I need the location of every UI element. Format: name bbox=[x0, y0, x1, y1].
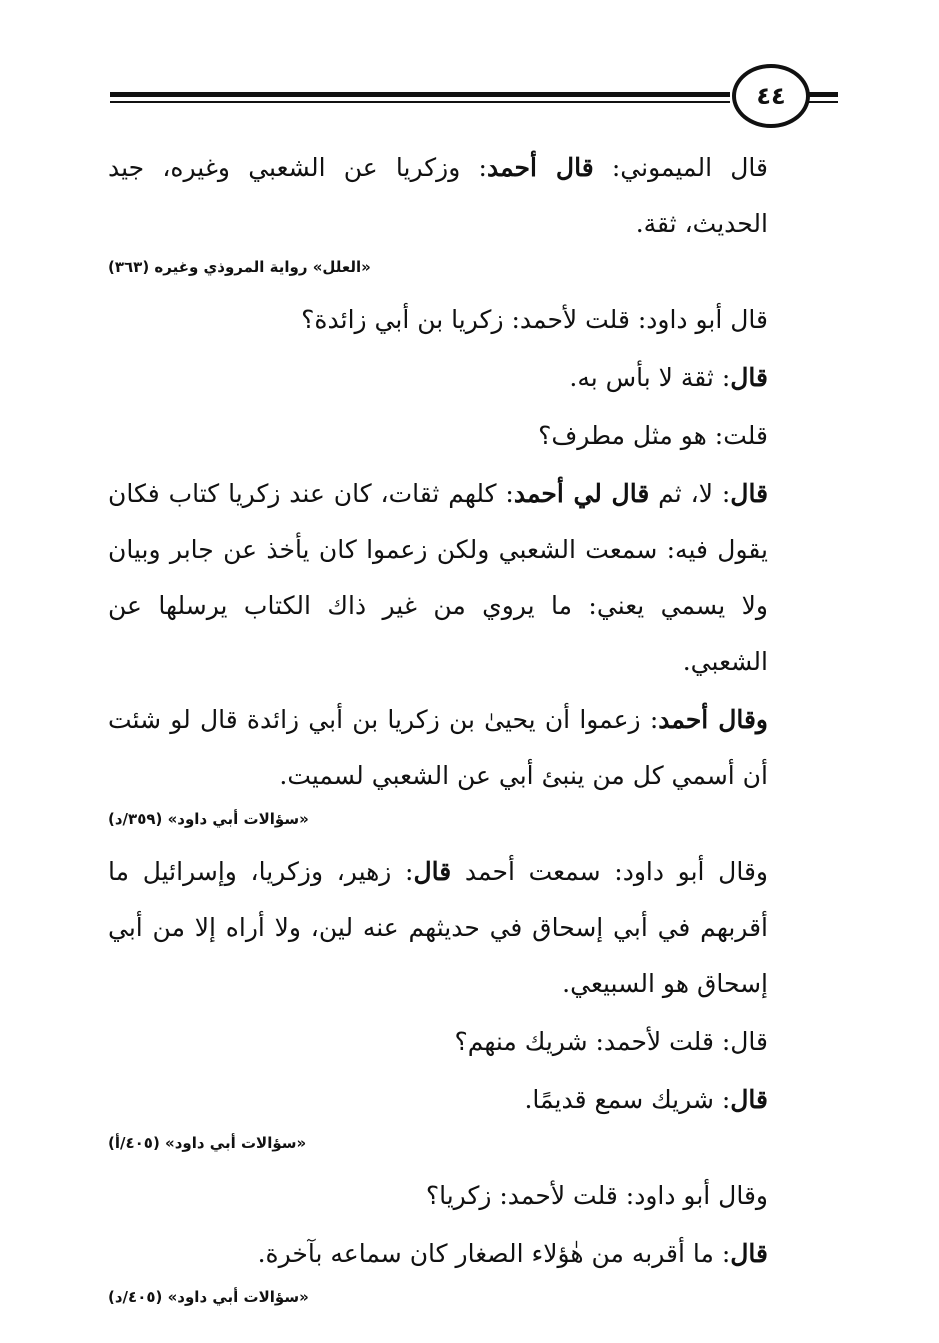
source-citation: «سؤالات أبي داود» (٤٠٥/أ) bbox=[108, 1134, 307, 1152]
bold-run: قال bbox=[730, 1239, 768, 1268]
paragraph bbox=[108, 1072, 838, 1128]
text-run: : زعموا أن يحيىٰ بن زكريا بن أبي زائدة قال لو شئت أن أسمي كل من ينبئ أبي عن الشعبي لسميت. bbox=[108, 705, 768, 790]
paragraph bbox=[108, 844, 838, 1012]
bold-run: قال bbox=[730, 479, 769, 508]
paragraph bbox=[108, 1014, 838, 1070]
bold-run: قال لي أحمد bbox=[513, 479, 650, 508]
paragraph bbox=[108, 408, 838, 464]
bold-run: قال bbox=[730, 1085, 768, 1114]
text-run: قال: قلت لأحمد: شريك منهم؟ bbox=[454, 1027, 768, 1056]
page-body bbox=[108, 140, 838, 1322]
page-number: ٤٤ bbox=[732, 64, 810, 128]
header-rule-thick bbox=[110, 92, 730, 97]
text-run: وقال أبو داود: قلت لأحمد: زكريا؟ bbox=[425, 1181, 768, 1210]
paragraph bbox=[108, 1168, 838, 1224]
source-citation: «سؤالات أبي داود» (٣٥٩/د) bbox=[108, 810, 309, 828]
header-rule-thin bbox=[110, 101, 730, 103]
text-run: : لا، ثم bbox=[649, 479, 731, 508]
text-run: قلت: هو مثل مطرف؟ bbox=[538, 421, 768, 450]
source-citation: «العلل» رواية المروذي وغيره (٣٦٣) bbox=[108, 258, 371, 276]
paragraph bbox=[108, 140, 838, 252]
bold-run: وقال أحمد bbox=[658, 705, 769, 734]
paragraph bbox=[108, 466, 838, 690]
text-run: قال الميموني: bbox=[593, 153, 768, 182]
paragraph bbox=[108, 692, 838, 804]
bold-run: قال أحمد bbox=[486, 153, 594, 182]
text-run: : زهير، وزكريا، وإسرائيل ما أقربهم في أبي إسحاق في حديثهم عنه لين، ولا أراه إلا من أبي إسحاق هو السبيعي. bbox=[108, 857, 768, 998]
text-run: : ما أقربه من هٰؤلاء الصغار كان سماعه بآخرة. bbox=[257, 1239, 731, 1268]
header-rule-right-thin bbox=[808, 101, 838, 103]
paragraph bbox=[108, 1226, 838, 1282]
text-run: قال أبو داود: قلت لأحمد: زكريا بن أبي زائدة؟ bbox=[301, 305, 768, 334]
text-run: : ثقة لا بأس به. bbox=[569, 363, 731, 392]
text-run: وقال أبو داود: سمعت أحمد bbox=[451, 857, 768, 886]
bold-run: قال bbox=[730, 363, 768, 392]
page-header bbox=[110, 64, 838, 128]
text-run: : شريك سمع قديمًا. bbox=[524, 1085, 731, 1114]
text-run: : وزكريا عن الشعبي وغيره، جيد الحديث، ثقة. bbox=[108, 153, 768, 238]
bold-run: قال bbox=[413, 857, 452, 886]
header-rule-right-thick bbox=[808, 92, 838, 97]
paragraph bbox=[108, 292, 838, 348]
source-citation: «سؤالات أبي داود» (٤٠٥/د) bbox=[108, 1288, 309, 1306]
paragraph bbox=[108, 350, 838, 406]
text-run: : كلهم ثقات، كان عند زكريا كتاب فكان يقول فيه: سمعت الشعبي ولكن زعموا كان يأخذ عن جابر وبيان ولا يسمي يعني: ما يروي من غير ذاك الكتاب يرسلها عن الشعبي. bbox=[108, 479, 768, 676]
